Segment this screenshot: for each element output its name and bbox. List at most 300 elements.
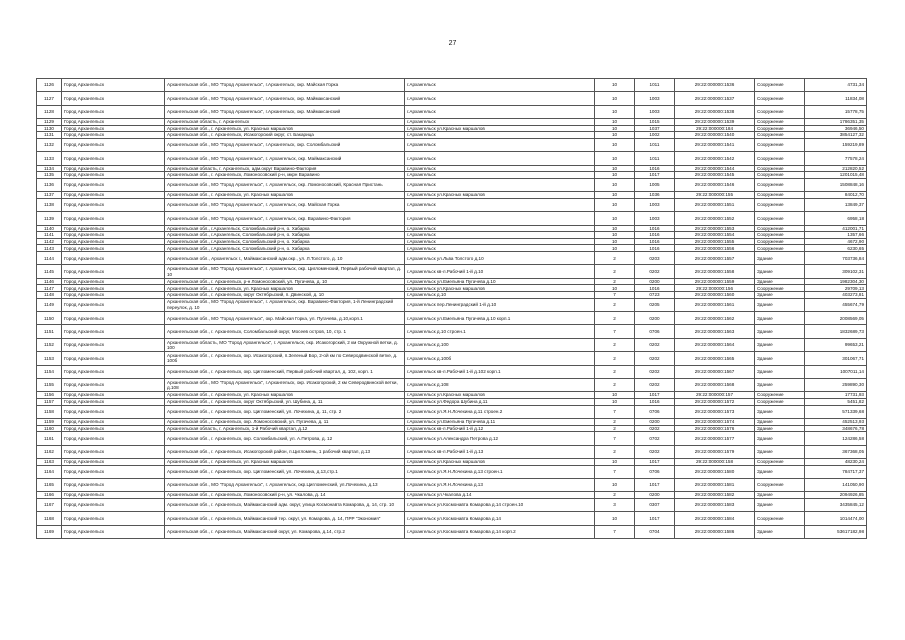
value-cell: 1007011,14 [805,365,867,378]
class-code-cell: 1017 [635,478,675,491]
owner-cell: Город Архангельск [62,238,165,245]
object-type-cell: Сооружение [755,152,805,165]
cadastral-number-cell: 29:22:000000:1581 [675,478,755,491]
owner-cell: Город Архангельск [62,365,165,378]
object-type-cell: Здание [755,445,805,458]
row-number: 1126 [37,79,62,92]
address-cell: Архангельская обл., г. Архангельск, ул. Красных маршалов [165,125,405,132]
location-cell: г.Архангельск [405,198,595,211]
owner-cell: Город Архангельск [62,378,165,391]
cadastral-number-cell: 29:22:000000:1560 [675,292,755,299]
location-cell: г.Архангельск [405,238,595,245]
row-number: 1137 [37,192,62,199]
owner-cell: Город Архангельск [62,79,165,92]
object-type-cell: Сооружение [755,512,805,525]
address-cell: Архангельская обл., МО "Город Архангельск", г.Архангельск, окр. Майская Горка [165,79,405,92]
value-cell: 1357,66 [805,232,867,239]
object-type-cell: Здание [755,278,805,285]
address-cell: Архангельская обл., г. Архангельск, Соломбальский округ, Мосеев остров, 10, стр. 1 [165,325,405,338]
address-cell: Архангельская обл., г.Архангельск, Соломбальский р-н, о. Хабарка [165,232,405,239]
cadastral-number-cell: 29:22:000000:1562 [675,312,755,325]
location-cell: г.Архангельск кв-л.Рабочий 1-й д.13 [405,445,595,458]
cadastral-number-cell: 29:22:000000:1567 [675,365,755,378]
value-cell: 53617182,98 [805,525,867,538]
class-code-cell: 1017 [635,172,675,179]
class-code-cell: 0702 [635,432,675,445]
owner-cell: Город Архангельск [62,492,165,499]
address-cell: Архангельская обл., МО "Город Архангельск", г. Архангельск, окр. Варавино-Фактория [165,212,405,225]
class-code-cell: 1017 [635,392,675,399]
object-type-cell: Здание [755,292,805,299]
location-cell: г.Архангельск ул.Я.Н.Лочехина д.13 строен.1 [405,465,595,478]
category-cell: 2 [595,312,635,325]
value-cell: 4731,34 [805,79,867,92]
object-type-cell: Здание [755,432,805,445]
row-number: 1131 [37,132,62,139]
row-number: 1128 [37,105,62,118]
class-code-cell: 1005 [635,178,675,191]
row-number: 1166 [37,492,62,499]
location-cell: г.Архангельск ул.Александра Петрова д.12 [405,432,595,445]
value-cell: 403273,81 [805,292,867,299]
address-cell: Архангельская обл., г. Архангельск, Маймаксанский округ, ул. Комарова, д.14, стр.2 [165,525,405,538]
class-code-cell: 1016 [635,285,675,292]
owner-cell: Город Архангельск [62,105,165,118]
owner-cell: Город Архангельск [62,292,165,299]
cadastral-number-cell: 29:22:000000:1574 [675,418,755,425]
table-row [37,245,867,252]
cadastral-number-cell: 29:22:000000:1586 [675,525,755,538]
address-cell: Архангельская область, г. Архангельск, адм.округ Варавино-Фактория [165,165,405,172]
address-cell: Архангельская обл., г. Архангельск, Ломоносовский р-н, мкрн Варавино [165,172,405,179]
row-number: 1164 [37,465,62,478]
row-number: 1153 [37,352,62,365]
owner-cell: Город Архангельск [62,152,165,165]
owner-cell: Город Архангельск [62,298,165,311]
row-number: 1140 [37,225,62,232]
address-cell: Архангельская обл., г. Архангельск, окр. Цигломенский, ул. Лочехина, д.13,стр.1 [165,465,405,478]
table-row [37,225,867,232]
cadastral-number-cell: 29:22:000000:1582 [675,492,755,499]
location-cell: г.Архангельск кв-л.Рабочий 1-й д.10 [405,265,595,278]
location-cell: г.Архангельск ул.Красных маршалов [405,285,595,292]
object-type-cell: Сооружение [755,178,805,191]
location-cell: г.Архангельск д.10 строен.1 [405,325,595,338]
class-code-cell: 1002 [635,132,675,139]
location-cell: г.Архангельск кв-л.Рабочий 1-й д.12 [405,425,595,432]
location-cell: г.Архангельск [405,225,595,232]
row-number: 1162 [37,445,62,458]
table-row [37,152,867,165]
object-type-cell: Сооружение [755,119,805,126]
address-cell: Архангельская обл., МО "Город Архангельск", г.Архангельск, окр. Исакогорский, 2 км Северодвинской ветки, д.108 [165,378,405,391]
table-row [37,198,867,211]
cadastral-number-cell: 29:22:000000:1538 [675,105,755,118]
owner-cell: Город Архангельск [62,325,165,338]
cadastral-number-cell: 29:22:000000:1561 [675,298,755,311]
object-type-cell: Сооружение [755,138,805,151]
location-cell: г.Архангельск [405,152,595,165]
class-code-cell: 1017 [635,512,675,525]
class-code-cell: 0202 [635,445,675,458]
table-row [37,265,867,278]
row-number: 1147 [37,285,62,292]
category-cell: 2 [595,265,635,278]
location-cell: г.Архангельск ул.Космонавта Комарова д.14 строен.10 [405,498,595,511]
address-cell: Архангельская обл., г. Архангельск, окр. Исакогорский, п.Зеленый Бор, 2-ой км по Северодвинской ветке, д. 100б [165,352,405,365]
value-cell: 4672,90 [805,238,867,245]
address-cell: Архангельская обл., г. Архангельск, округ Октябрьский, ул. Шубина, д. 11 [165,398,405,405]
class-code-cell: 1011 [635,152,675,165]
cadastral-number-cell: 29:22:000000:156 [675,285,755,292]
address-cell: Архангельская обл., г. Архангельск, ул. Красных маршалов [165,458,405,465]
table-row [37,498,867,511]
object-type-cell: Здание [755,312,805,325]
location-cell: г.Архангельск д.10 [405,292,595,299]
category-cell: 10 [595,392,635,399]
category-cell: 2 [595,418,635,425]
category-cell: 10 [595,212,635,225]
cadastral-number-cell: 29:22:000000:1536 [675,79,755,92]
row-number: 1129 [37,119,62,126]
object-type-cell: Сооружение [755,125,805,132]
class-code-cell: 0202 [635,265,675,278]
table-row [37,125,867,132]
owner-cell: Город Архангельск [62,405,165,418]
value-cell: 159219,89 [805,138,867,151]
value-cell: 17731,93 [805,392,867,399]
address-cell: Архангельская обл., г. Архангельск, Маймаксанский адм. округ, улица Космонавта Комарова, д. 14, стр. 10 [165,498,405,511]
row-number: 1161 [37,432,62,445]
class-code-cell: 1016 [635,238,675,245]
location-cell: г.Архангельск ул.Я.Н.Лочехина д.11 строен.2 [405,405,595,418]
row-number: 1144 [37,252,62,265]
class-code-cell: 0202 [635,378,675,391]
address-cell: Архангельская обл., г. Архангельск, окр. Соломбальский, ул. А.Петрова, д. 12 [165,432,405,445]
table-row [37,105,867,118]
class-code-cell: 1016 [635,245,675,252]
object-type-cell: Сооружение [755,232,805,239]
table-row [37,398,867,405]
row-number: 1138 [37,198,62,211]
cadastral-number-cell: 29:22:000000:1552 [675,212,755,225]
class-code-cell: 1011 [635,138,675,151]
class-code-cell: 1003 [635,212,675,225]
address-cell: Архангельская обл., г.Архангельск, Соломбальский р-н, о. Хабарка [165,245,405,252]
row-number: 1158 [37,405,62,418]
location-cell: г.Архангельск ул.Емельяна Пугачева д.10 [405,278,595,285]
owner-cell: Город Архангельск [62,132,165,139]
category-cell: 2 [595,252,635,265]
row-number: 1134 [37,165,62,172]
row-number: 1155 [37,378,62,391]
row-number: 1127 [37,92,62,105]
value-cell: 259890,30 [805,378,867,391]
location-cell: г.Архангельск д.100 [405,338,595,351]
row-number: 1146 [37,278,62,285]
location-cell: г.Архангельск [405,165,595,172]
owner-cell: Город Архангельск [62,119,165,126]
table-row [37,292,867,299]
class-code-cell: 0706 [635,465,675,478]
table-row [37,252,867,265]
object-type-cell: Здание [755,325,805,338]
cadastral-number-cell: 29:22:000000:1576 [675,425,755,432]
cadastral-number-cell: 29:22:000000:155 [675,192,755,199]
value-cell: 6230,65 [805,245,867,252]
owner-cell: Город Архангельск [62,478,165,491]
row-number: 1165 [37,478,62,491]
location-cell: г.Архангельск д.108 [405,378,595,391]
category-cell: 10 [595,138,635,151]
address-cell: Архангельская обл., МО "Город Архангельск", г. Архангельск, окр. Ломоносовский, Красная Пристань [165,178,405,191]
object-type-cell: Сооружение [755,212,805,225]
owner-cell: Город Архангельск [62,192,165,199]
address-cell: Архангельская обл., МО "Город Архангельск", г.Архангельск, окр. Соломбальский [165,138,405,151]
value-cell: 1832689,73 [805,325,867,338]
row-number: 1169 [37,525,62,538]
cadastral-number-cell: 29:22:000000:1556 [675,245,755,252]
cadastral-number-cell: 29:22:000000:1542 [675,152,755,165]
value-cell: 1508848,16 [805,178,867,191]
cadastral-number-cell: 29:22:000000:1564 [675,338,755,351]
table-row [37,365,867,378]
category-cell: 2 [595,352,635,365]
location-cell: г.Архангельск ул.Красных маршалов [405,192,595,199]
value-cell: 784717,37 [805,465,867,478]
category-cell: 2 [595,278,635,285]
owner-cell: Город Архангельск [62,418,165,425]
category-cell: 7 [595,525,635,538]
owner-cell: Город Архангельск [62,432,165,445]
value-cell: 301067,71 [805,352,867,365]
value-cell: 15778,75 [805,105,867,118]
value-cell: 2008569,05 [805,312,867,325]
category-cell: 10 [595,225,635,232]
location-cell: г.Архангельск ул.Федора Шубина д.11 [405,398,595,405]
row-number: 1142 [37,238,62,245]
category-cell: 10 [595,245,635,252]
cadastral-number-cell: 29:22:000000:1559 [675,278,755,285]
owner-cell: Город Архангельск [62,392,165,399]
category-cell: 10 [595,398,635,405]
cadastral-number-cell: 29:22:000000:1584 [675,512,755,525]
table-row [37,298,867,311]
class-code-cell: 0723 [635,292,675,299]
cadastral-number-cell: 29:22:000000:1555 [675,238,755,245]
address-cell: Архангельская обл., г. Архангельск, р-н Ломоносовский, ул. Пугачева, д. 10 [165,278,405,285]
owner-cell: Город Архангельск [62,245,165,252]
owner-cell: Город Архангельск [62,165,165,172]
cadastral-number-cell: 29:22:000000:1568 [675,378,755,391]
row-number: 1154 [37,365,62,378]
table-row [37,405,867,418]
class-code-cell: 1003 [635,105,675,118]
location-cell: г.Архангельск [405,245,595,252]
object-type-cell: Здание [755,405,805,418]
value-cell: 141050,90 [805,478,867,491]
property-register-table [36,78,867,539]
address-cell: Архангельская область, МО "Город Архангельск", г. Архангельск, окр. Исакогорский, 2 км Окружной ветки, д. 100 [165,338,405,351]
table-row [37,325,867,338]
table-row [37,232,867,239]
object-type-cell: Здание [755,298,805,311]
location-cell: г.Архангельск ул.Емельяна Пугачева д.11 [405,418,595,425]
category-cell: 10 [595,92,635,105]
value-cell: 703736,84 [805,252,867,265]
value-cell: 77578,24 [805,152,867,165]
object-type-cell: Здание [755,425,805,432]
object-type-cell: Здание [755,525,805,538]
object-type-cell: Здание [755,378,805,391]
value-cell: 367368,05 [805,445,867,458]
value-cell: 452513,93 [805,418,867,425]
value-cell: 1786351,35 [805,119,867,126]
table-row [37,338,867,351]
cadastral-number-cell: 29:22:000000:1583 [675,498,755,511]
object-type-cell: Сооружение [755,198,805,211]
address-cell: Архангельская обл., МО "Город Архангельск", г. Архангельск, окр. Майская Горка [165,198,405,211]
table-row [37,492,867,499]
object-type-cell: Сооружение [755,285,805,292]
row-number: 1130 [37,125,62,132]
category-cell: 2 [595,425,635,432]
value-cell: 5451,82 [805,398,867,405]
object-type-cell: Сооружение [755,79,805,92]
category-cell: 7 [595,465,635,478]
address-cell: Архангельская обл., г. Архангельск, окр. Цигломенский, Первый рабочий квартал, д. 102, корп. 1 [165,365,405,378]
location-cell: г.Архангельск [405,92,595,105]
category-cell: 10 [595,132,635,139]
object-type-cell: Сооружение [755,172,805,179]
address-cell: Архангельская обл., г. Архангельск, ул. Красных маршалов [165,392,405,399]
value-cell: 13849,37 [805,198,867,211]
object-type-cell: Сооружение [755,165,805,172]
table-row [37,425,867,432]
row-number: 1160 [37,425,62,432]
cadastral-number-cell: 29:22:000000:1579 [675,445,755,458]
row-number: 1151 [37,325,62,338]
row-number: 1149 [37,298,62,311]
object-type-cell: Сооружение [755,392,805,399]
owner-cell: Город Архангельск [62,178,165,191]
object-type-cell: Здание [755,338,805,351]
category-cell: 3 [595,498,635,511]
table-row [37,418,867,425]
object-type-cell: Сооружение [755,225,805,232]
value-cell: 29709,13 [805,285,867,292]
address-cell: Архангельская обл., г. Архангельск, Исакогорский округ, ст. Бакарица [165,132,405,139]
category-cell: 10 [595,125,635,132]
address-cell: Архангельская обл., МО "Город Архангельск", г. Архангельск, окр. Варавино-Фактория, 1-й Ленинградский переулок, д. 10 [165,298,405,311]
location-cell: г.Архангельск [405,212,595,225]
table-row [37,278,867,285]
object-type-cell: Здание [755,365,805,378]
owner-cell: Город Архангельск [62,498,165,511]
location-cell: г.Архангельск [405,178,595,191]
class-code-cell: 0307 [635,498,675,511]
category-cell: 2 [595,338,635,351]
location-cell: г.Архангельск [405,132,595,139]
value-cell: 2094926,85 [805,492,867,499]
owner-cell: Город Архангельск [62,512,165,525]
class-code-cell: 0706 [635,325,675,338]
row-number: 1156 [37,392,62,399]
value-cell: 1982304,30 [805,278,867,285]
cadastral-number-cell: 29:22:000000:158 [675,458,755,465]
class-code-cell: 0205 [635,298,675,311]
cadastral-number-cell: 29:22:000000:1572 [675,398,755,405]
class-code-cell: 0202 [635,365,675,378]
class-code-cell: 0706 [635,405,675,418]
category-cell: 10 [595,178,635,191]
cadastral-number-cell: 29:22:000000:1563 [675,325,755,338]
owner-cell: Город Архангельск [62,458,165,465]
category-cell: 7 [595,292,635,299]
table-row [37,92,867,105]
class-code-cell: 1036 [635,192,675,199]
cadastral-number-cell: 29:22:000000:1565 [675,352,755,365]
class-code-cell: 0202 [635,425,675,432]
address-cell: Архангельская обл., г. Архангельск, Ломоносовский р-н, ул. Чкалова, д. 14 [165,492,405,499]
table-row [37,525,867,538]
object-type-cell: Сооружение [755,92,805,105]
owner-cell: Город Архангельск [62,172,165,179]
class-code-cell: 1003 [635,198,675,211]
location-cell: г.Архангельск [405,138,595,151]
owner-cell: Город Архангельск [62,125,165,132]
location-cell: г.Архангельск [405,172,595,179]
table-row [37,178,867,191]
owner-cell: Город Архангельск [62,265,165,278]
value-cell: 212820,52 [805,165,867,172]
table-row [37,238,867,245]
cadastral-number-cell: 29:22:000000:1544 [675,165,755,172]
cadastral-number-cell: 29:22:000000:184 [675,125,755,132]
cadastral-number-cell: 29:22:000000:1557 [675,252,755,265]
owner-cell: Город Архангельск [62,138,165,151]
table-row [37,465,867,478]
owner-cell: Город Архангельск [62,92,165,105]
row-number: 1163 [37,458,62,465]
location-cell: г.Архангельск ул.Льва Толстого д.10 [405,252,595,265]
address-cell: Архангельская обл., г. Архангельск, Исакогорский район, п.Цигломень, 1 рабочий квартал, д.13 [165,445,405,458]
address-cell: Архангельская область, г. Архангельск, 1-й Рабочий квартал, д.12 [165,425,405,432]
class-code-cell: 1016 [635,165,675,172]
address-cell: Архангельская обл., г. Архангельск, округ Октябрьский, п. Двинской, д. 10 [165,292,405,299]
table-row [37,352,867,365]
address-cell: Архангельская обл., МО "Город Архангельск", окр. Майская Горка, ул. Пугачева, д.10,корп.1 [165,312,405,325]
location-cell: г.Архангельск ул.Красных маршалов [405,458,595,465]
address-cell: Архангельская обл., г. Архангельск, окр. Ломоносовский, ул. Пугачева, д. 11 [165,418,405,425]
address-cell: Архангельская обл., г. Архангельск, ул. Красных маршалов [165,192,405,199]
cadastral-number-cell: 29:22:000000:1573 [675,405,755,418]
address-cell: Архангельская область, г. Архангельск [165,119,405,126]
value-cell: 348676,78 [805,425,867,432]
owner-cell: Город Архангельск [62,252,165,265]
category-cell: 10 [595,192,635,199]
cadastral-number-cell: 29:22:000000:1541 [675,138,755,151]
row-number: 1167 [37,498,62,511]
class-code-cell: 1017 [635,458,675,465]
address-cell: Архангельская обл., г. Архангельск, окр. Цигломенский, ул. Лочехина, д. 11, стр. 2 [165,405,405,418]
row-number: 1148 [37,292,62,299]
value-cell: 99653,21 [805,338,867,351]
row-number: 1132 [37,138,62,151]
category-cell: 10 [595,79,635,92]
owner-cell: Город Архангельск [62,352,165,365]
class-code-cell: 0200 [635,418,675,425]
